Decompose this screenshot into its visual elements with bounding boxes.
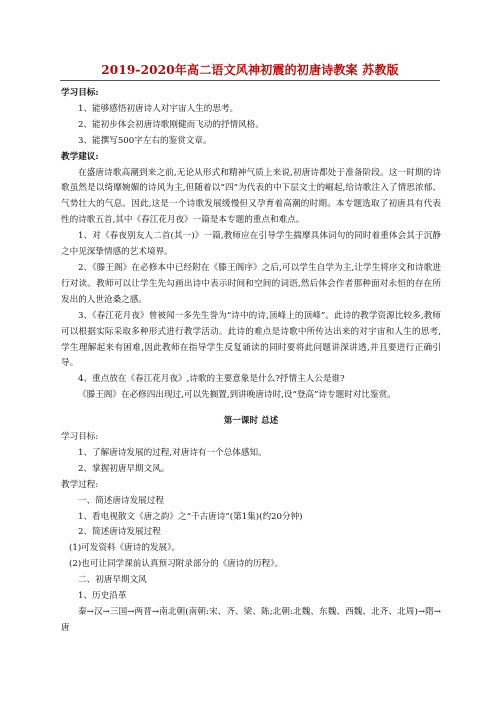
paragraph: 二、初唐早期文风 [78,575,147,586]
paragraph: 1、看电视散文《唐之韵》之“千古唐诗”(第1集)(约20分钟) [78,511,303,522]
paragraph: 1、历史沿革 [78,591,127,602]
section-heading: 第一课时 总述 [223,416,279,427]
paragraph: 《滕王阁》在必修四出现过,可以先搁置,到讲晚唐诗时,设“登高”诗专题时对比鉴赏。 [78,390,396,401]
paragraph: (2)也可让同学课前认真预习附录部分的《唐诗的历程》。 [69,559,284,570]
paragraph: 4、重点放在《春江花月夜》,诗歌的主要意象是什么?抒情主人公是谁? [78,374,345,385]
paragraph: 学习目标: [61,432,99,443]
spacer [61,404,441,414]
paragraph: 1、能够感悟初唐诗人对宇宙人生的思考。 [78,103,239,114]
paragraph: 3、《春江花月夜》曾被闻一多先生誉为“诗中的诗,顶峰上的顶峰”。此诗的教学资源比较多,教师可以根据实际采取多种形式进行教学活动。此诗的难点是诗歌中所传达出来的对宇宙和人生的思考,学生理解起来有困难,因此教师在指导学生反复诵读的同时要将此问题讲深讲透,并且要进行正确引导。 [61,310,441,369]
paragraph: 2、掌握初唐早期文风。 [78,463,170,474]
paragraph: 在盛唐诗歌高潮到来之前,无论从形式和精神气质上来说,初唐诗都处于准备阶段。这一时期的诗歌虽然是以绮靡婉媚的诗风为主,但随着以“四”为代表的中下层文士的崛起,给诗歌注入了情思浓郁、气势壮大的气息。因此,这是一个诗歌发展缓慢但又孕育着高潮的时期。本专题选取了初唐具有代表性的诗歌五首,其中《春江花月夜》一篇是本专题的重点和难点。 [61,167,441,226]
paragraph: 一、简述唐诗发展过程 [78,495,164,506]
paragraph: 2、《滕王阁》在必修本中已经附在《滕王阁序》之后,可以学生自学为主,让学生将序文和诗歌进行对读。教师可以让学生先勾画出诗中表示时间和空间的词语,然后体会作者那种面对永恒的存在所发出的人世沧桑之感。 [61,262,441,305]
title-divider [60,80,440,81]
paragraph: 1、了解唐诗发展的过程,对唐诗有一个总体感知。 [78,447,267,458]
paragraph: 教学过程: [61,479,99,490]
paragraph: 2、能初步体会初唐诗歌刚健而飞动的抒情风格。 [78,119,264,130]
paragraph: 秦→汉→三国→两晋→南北朝(南朝:宋、齐、梁、陈;北朝:北魏、东魏、西魏、北齐、北周)→隋→唐 [61,607,441,633]
paragraph: 教学建议: [61,151,99,162]
paragraph: 2、简述唐诗发展过程 [78,527,161,538]
paragraph: 1、对《春夜别友人二首(其一)》一篇,教师应在引导学生揣摩具体词句的同时着重体会其于沉静之中见深挚情感的艺术境界。 [61,231,441,258]
document-title: 2019-2020年高二语文风神初震的初唐诗教案 苏教版 [101,63,399,77]
paragraph: 3、能撰写500字左右的鉴赏文章。 [78,135,212,146]
document-body [61,86,441,637]
paragraph: 学习目标: [61,88,99,98]
paragraph: (1)可发资料《唐诗的发展》。 [69,543,180,554]
